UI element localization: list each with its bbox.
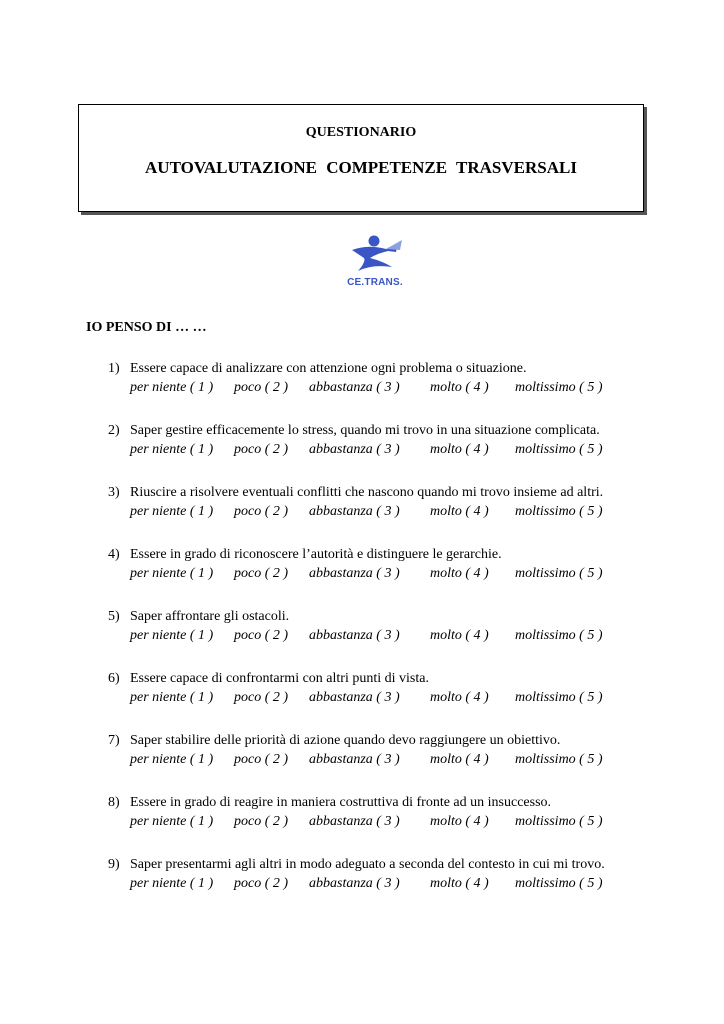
question-number: 3)	[108, 485, 120, 500]
question-text: Essere in grado di riconoscere l’autorità e distinguere le gerarchie.	[130, 547, 502, 562]
option-poco[interactable]: poco ( 2 )	[234, 876, 289, 891]
rating-scale	[130, 626, 668, 645]
option-abbastanza[interactable]: abbastanza ( 3 )	[309, 566, 400, 581]
rating-scale	[130, 688, 668, 707]
question-item	[108, 359, 668, 421]
option-per-niente[interactable]: per niente ( 1 )	[130, 566, 214, 581]
question-text: Saper stabilire delle priorità di azione quando devo raggiungere un obiettivo.	[130, 733, 561, 748]
option-moltissimo[interactable]: moltissimo ( 5 )	[515, 628, 603, 643]
page-title: AUTOVALUTAZIONE COMPETENZE TRASVERSALI	[145, 158, 577, 177]
option-per-niente[interactable]: per niente ( 1 )	[130, 814, 214, 829]
question-number: 8)	[108, 795, 120, 810]
option-abbastanza[interactable]: abbastanza ( 3 )	[309, 876, 400, 891]
intro-heading: IO PENSO DI … …	[86, 320, 207, 335]
question-number: 4)	[108, 547, 120, 562]
question-number: 6)	[108, 671, 120, 686]
option-molto[interactable]: molto ( 4 )	[430, 566, 489, 581]
option-per-niente[interactable]: per niente ( 1 )	[130, 690, 214, 705]
option-moltissimo[interactable]: moltissimo ( 5 )	[515, 690, 603, 705]
option-per-niente[interactable]: per niente ( 1 )	[130, 442, 214, 457]
option-molto[interactable]: molto ( 4 )	[430, 504, 489, 519]
question-item	[108, 607, 668, 669]
question-text: Saper affrontare gli ostacoli.	[130, 609, 290, 624]
question-text: Saper gestire efficacemente lo stress, quando mi trovo in una situazione complicata.	[130, 423, 600, 438]
question-text: Saper presentarmi agli altri in modo adeguato a seconda del contesto in cui mi trovo.	[130, 857, 605, 872]
option-abbastanza[interactable]: abbastanza ( 3 )	[309, 752, 400, 767]
option-moltissimo[interactable]: moltissimo ( 5 )	[515, 814, 603, 829]
title-box	[78, 104, 644, 212]
option-moltissimo[interactable]: moltissimo ( 5 )	[515, 876, 603, 891]
option-moltissimo[interactable]: moltissimo ( 5 )	[515, 566, 603, 581]
logo-text: CE.TRANS.	[347, 277, 403, 288]
option-per-niente[interactable]: per niente ( 1 )	[130, 876, 214, 891]
option-molto[interactable]: molto ( 4 )	[430, 814, 489, 829]
option-abbastanza[interactable]: abbastanza ( 3 )	[309, 814, 400, 829]
option-abbastanza[interactable]: abbastanza ( 3 )	[309, 628, 400, 643]
cetrans-logo	[342, 234, 408, 288]
rating-scale	[130, 440, 668, 459]
option-abbastanza[interactable]: abbastanza ( 3 )	[309, 504, 400, 519]
rating-scale	[130, 378, 668, 397]
question-number: 5)	[108, 609, 120, 624]
question-item	[108, 731, 668, 793]
option-molto[interactable]: molto ( 4 )	[430, 628, 489, 643]
questionnaire-label: QUESTIONARIO	[305, 125, 417, 140]
option-moltissimo[interactable]: moltissimo ( 5 )	[515, 380, 603, 395]
rating-scale	[130, 874, 668, 893]
question-number: 7)	[108, 733, 120, 748]
option-poco[interactable]: poco ( 2 )	[234, 380, 289, 395]
question-text: Essere capace di confrontarmi con altri punti di vista.	[130, 671, 429, 686]
option-poco[interactable]: poco ( 2 )	[234, 504, 289, 519]
option-poco[interactable]: poco ( 2 )	[234, 752, 289, 767]
logo-figure-icon	[342, 234, 408, 276]
option-poco[interactable]: poco ( 2 )	[234, 566, 289, 581]
option-abbastanza[interactable]: abbastanza ( 3 )	[309, 380, 400, 395]
option-abbastanza[interactable]: abbastanza ( 3 )	[309, 442, 400, 457]
question-number: 2)	[108, 423, 120, 438]
option-moltissimo[interactable]: moltissimo ( 5 )	[515, 752, 603, 767]
question-text: Essere in grado di reagire in maniera costruttiva di fronte ad un insuccesso.	[130, 795, 552, 810]
question-item	[108, 421, 668, 483]
option-per-niente[interactable]: per niente ( 1 )	[130, 504, 214, 519]
question-item	[108, 855, 668, 917]
question-text: Essere capace di analizzare con attenzione ogni problema o situazione.	[130, 361, 527, 376]
option-moltissimo[interactable]: moltissimo ( 5 )	[515, 504, 603, 519]
option-poco[interactable]: poco ( 2 )	[234, 442, 289, 457]
rating-scale	[130, 564, 668, 583]
option-abbastanza[interactable]: abbastanza ( 3 )	[309, 690, 400, 705]
option-per-niente[interactable]: per niente ( 1 )	[130, 628, 214, 643]
question-item	[108, 669, 668, 731]
option-poco[interactable]: poco ( 2 )	[234, 690, 289, 705]
option-per-niente[interactable]: per niente ( 1 )	[130, 380, 214, 395]
question-text: Riuscire a risolvere eventuali conflitti che nascono quando mi trovo insieme ad altri.	[130, 485, 604, 500]
question-item	[108, 483, 668, 545]
option-poco[interactable]: poco ( 2 )	[234, 814, 289, 829]
rating-scale	[130, 750, 668, 769]
question-number: 9)	[108, 857, 120, 872]
option-per-niente[interactable]: per niente ( 1 )	[130, 752, 214, 767]
option-molto[interactable]: molto ( 4 )	[430, 442, 489, 457]
question-item	[108, 545, 668, 607]
question-number: 1)	[108, 361, 120, 376]
option-molto[interactable]: molto ( 4 )	[430, 380, 489, 395]
rating-scale	[130, 502, 668, 521]
option-molto[interactable]: molto ( 4 )	[430, 876, 489, 891]
rating-scale	[130, 812, 668, 831]
option-moltissimo[interactable]: moltissimo ( 5 )	[515, 442, 603, 457]
question-item	[108, 793, 668, 855]
question-list	[108, 359, 668, 917]
option-molto[interactable]: molto ( 4 )	[430, 752, 489, 767]
option-poco[interactable]: poco ( 2 )	[234, 628, 289, 643]
option-molto[interactable]: molto ( 4 )	[430, 690, 489, 705]
